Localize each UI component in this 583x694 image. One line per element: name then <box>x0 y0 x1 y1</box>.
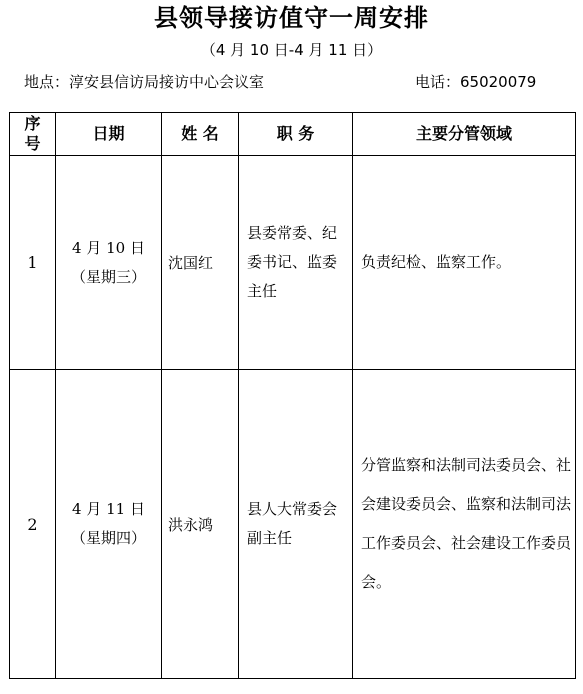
header-position: 职 务 <box>239 113 353 156</box>
row-name: 洪永鸿 <box>162 370 239 679</box>
phone-text: 电话：65020079 <box>415 73 537 91</box>
row-date-day: 4 月 11 日 <box>72 500 145 518</box>
header-serial-number: 序号 <box>10 113 56 156</box>
row-serial-number: 2 <box>10 370 56 679</box>
header-name: 姓 名 <box>162 113 239 156</box>
row-position: 县委常委、纪委书记、监委主任 <box>239 156 353 370</box>
row-serial-number: 1 <box>10 156 56 370</box>
date-range-subtitle: （4 月 10 日-4 月 11 日） <box>200 41 383 59</box>
location-text: 地点：淳安县信访局接访中心会议室 <box>24 73 265 91</box>
row-duties: 负责纪检、监察工作。 <box>353 156 576 370</box>
table-row <box>10 156 576 370</box>
row-date <box>56 370 162 679</box>
table-row <box>10 370 576 679</box>
row-date <box>56 156 162 370</box>
row-position: 县人大常委会副主任 <box>239 370 353 679</box>
page-title: 县领导接访值守一周安排 <box>154 4 429 32</box>
header-duties: 主要分管领域 <box>353 113 576 156</box>
row-date-weekday: （星期三） <box>70 267 146 286</box>
row-duties: 分管监察和法制司法委员会、社会建设委员会、监察和法制司法工作委员会、社会建设工作委员会。 <box>353 370 576 679</box>
row-date-day: 4 月 10 日 <box>72 238 145 257</box>
row-name: 沈国红 <box>162 156 239 370</box>
info-row <box>24 70 564 94</box>
table-header-row <box>10 113 576 156</box>
schedule-table <box>9 112 576 679</box>
row-date-weekday: （星期四） <box>70 529 146 547</box>
header-date: 日期 <box>56 113 162 156</box>
